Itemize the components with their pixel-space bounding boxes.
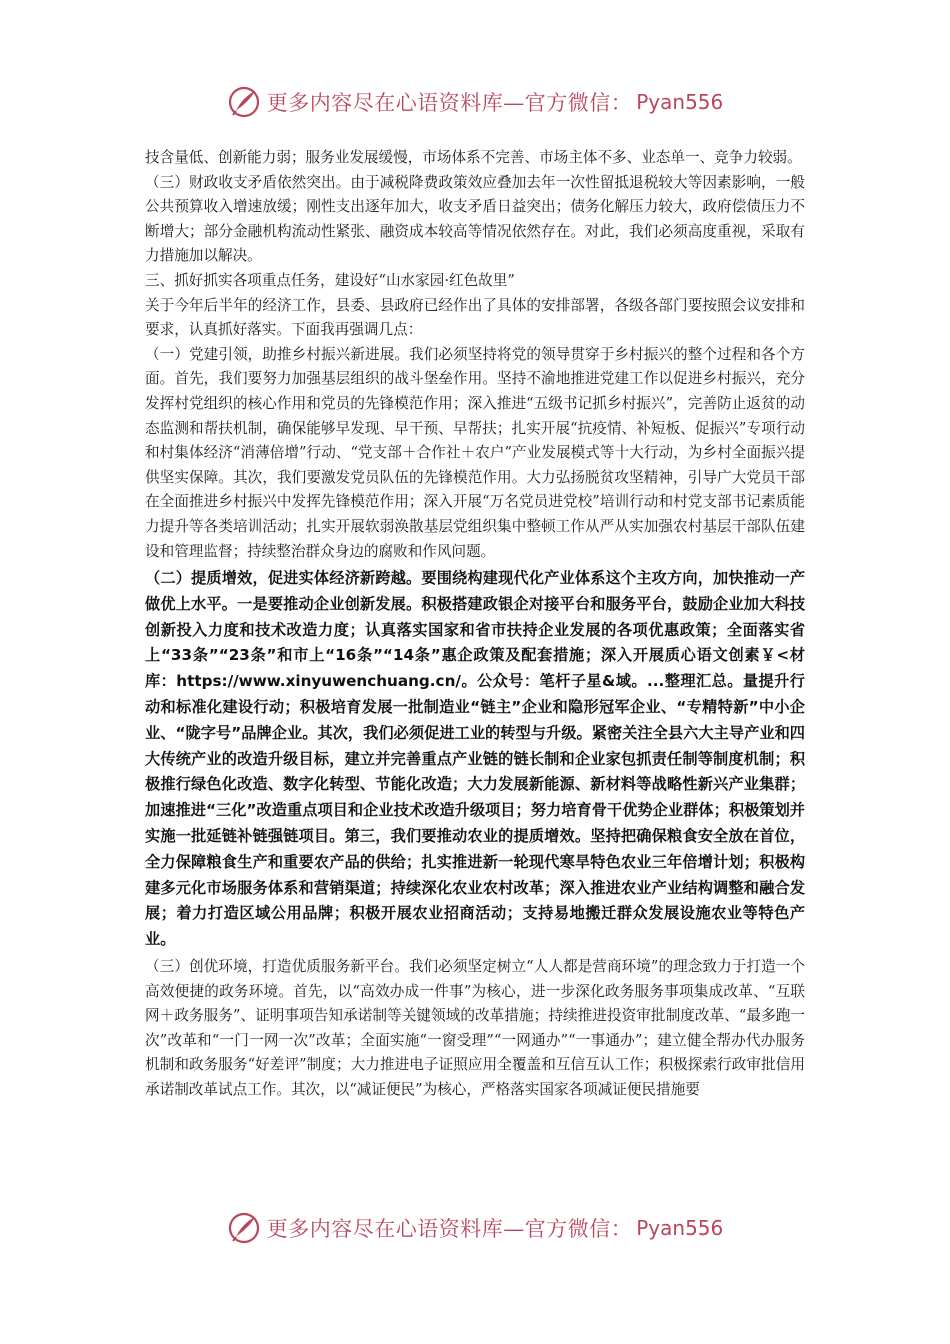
paragraph-environment: （三）创优环境，打造优质服务新平台。我们必须坚定树立“人人都是营商环境”的理念致力于打造一个高效便捷的政务环境。首先，以“高效办成一件事”为核心，进一步深化政务服务事项集成改革、“互联网＋政务服务”、证明事项告知承诺制等关键领域的改革措施；持续推进投资审批制度改革、“最多跑一次”改革和“一门一网一次”改革；全面实施“一窗受理”“一网通办”“一事通办”；建立健全帮办代办服务机制和政务服务“好差评”制度；大力推进电子证照应用全覆盖和互信互认工作；积极探索行政审批信用承诺制改革试点工作。其次，以“减证便民”为核心，严格落实国家各项减证便民措施要: [145, 958, 805, 1099]
paragraph-intro: 关于今年后半年的经济工作，县委、县政府已经作出了具体的安排部署，各级各部门要按照会议安排和要求，认真抓好落实。下面我再强调几点：: [145, 296, 805, 339]
paragraph-party-building: （一）党建引领，助推乡村振兴新进展。我们必须坚持将党的领导贯穿于乡村振兴的整个过程和各个方面。首先，我们要努力加强基层组织的战斗堡垒作用。坚持不渝地推进党建工作以促进乡村振兴，充分发挥村党组织的核心作用和党员的先锋模范作用；深入推进“五级书记抓乡村振兴”，完善防止返贫的动态监测和帮扶机制，确保能够早发现、早干预、早帮扶；扎实开展“抗疫情、补短板、促振兴”专项行动和村集体经济“消薄倍增”行动、“党支部＋合作社＋农户”产业发展模式等十大行动，为乡村全面振兴提供坚实保障。其次，我们要激发党员队伍的先锋模范作用。大力弘扬脱贫攻坚精神，引导广大党员干部在全面推进乡村振兴中发挥先锋模范作用；深入开展“万名党员进党校”培训行动和村党支部书记素质能力提升等各类培训活动；扎实开展软弱涣散基层党组织集中整顿工作从严从实加强农村基层干部队伍建设和管理监督；持续整治群众身边的腐败和作风问题。: [145, 345, 805, 560]
header-banner: [0, 82, 950, 122]
feather-pen-logo-icon: [227, 1211, 261, 1245]
document-body: [145, 146, 805, 1103]
footer-banner-text: 更多内容尽在心语资料库—官方微信：: [266, 1217, 633, 1241]
footer-banner: [0, 1208, 950, 1248]
paragraph-fiscal-contradiction: （三）财政收支矛盾依然突出。由于减税降费政策效应叠加去年一次性留抵退税较大等因素影响，一般公共预算收入增速放缓；刚性支出逐年加大，收支矛盾日益突出；债务化解压力较大，政府偿债压力不断增大；部分金融机构流动性紧张、融资成本较高等情况依然存在。对此，我们必须高度重视，采取有力措施加以解决。: [145, 173, 805, 265]
paragraph-continuation: 技含量低、创新能力弱；服务业发展缓慢，市场体系不完善、市场主体不多、业态单一、竞争力较弱。: [145, 149, 802, 166]
header-wechat-id: Pyan556: [636, 90, 724, 114]
paragraph-quality-efficiency: （二）提质增效，促进实体经济新跨越。要围绕构建现代化产业体系这个主攻方向，加快推动一产做优上水平。一是要推动企业创新发展。积极搭建政银企对接平台和服务平台，鼓励企业加大科技创新投入力度和技术改造力度；认真落实国家和省市扶持企业发展的各项优惠政策；全面落实省上“33条”“23条”和市上“16条”“14条”惠企政策及配套措施；深入开展质心语文创素￥<材库：https://www.xinyuwenchuang.cn/。公众号：笔杆子星&域。...整理汇总。量提升行动和标准化建设行动；积极培育发展一批制造业“链主”企业和隐形冠军企业、“专精特新”中小企业、“陇字号”品牌企业。其次，我们必须促进工业的转型与升级。紧密关注全县六大主导产业和四大传统产业的改造升级目标，建立并完善重点产业链的链长制和企业家包抓责任制等制度机制；积极推行绿色化改造、数字化转型、节能化改造；大力发展新能源、新材料等战略性新兴产业集群；加速推进“三化”改造重点项目和企业技术改造升级项目；努力培育骨干优势企业群体；积极策划并实施一批延链补链强链项目。第三，我们要推动农业的提质增效。坚持把确保粮食安全放在首位，全力保障粮食生产和重要农产品的供给；扎实推进新一轮现代寒旱特色农业三年倍增计划；积极构建多元化市场服务体系和营销渠道；持续深化农业农村改革；深入推进农业产业结构调整和融合发展；着力打造区域公用品牌；积极开展农业招商活动；支持易地搬迁群众发展设施农业等特色产业。: [145, 569, 805, 949]
feather-pen-logo-icon: [227, 85, 261, 119]
section-heading-three: 三、抓好抓实各项重点任务，建设好“山水家园·红色故里”: [145, 271, 515, 289]
header-banner-text: 更多内容尽在心语资料库—官方微信：: [266, 91, 633, 115]
footer-wechat-id: Pyan556: [636, 1216, 724, 1240]
